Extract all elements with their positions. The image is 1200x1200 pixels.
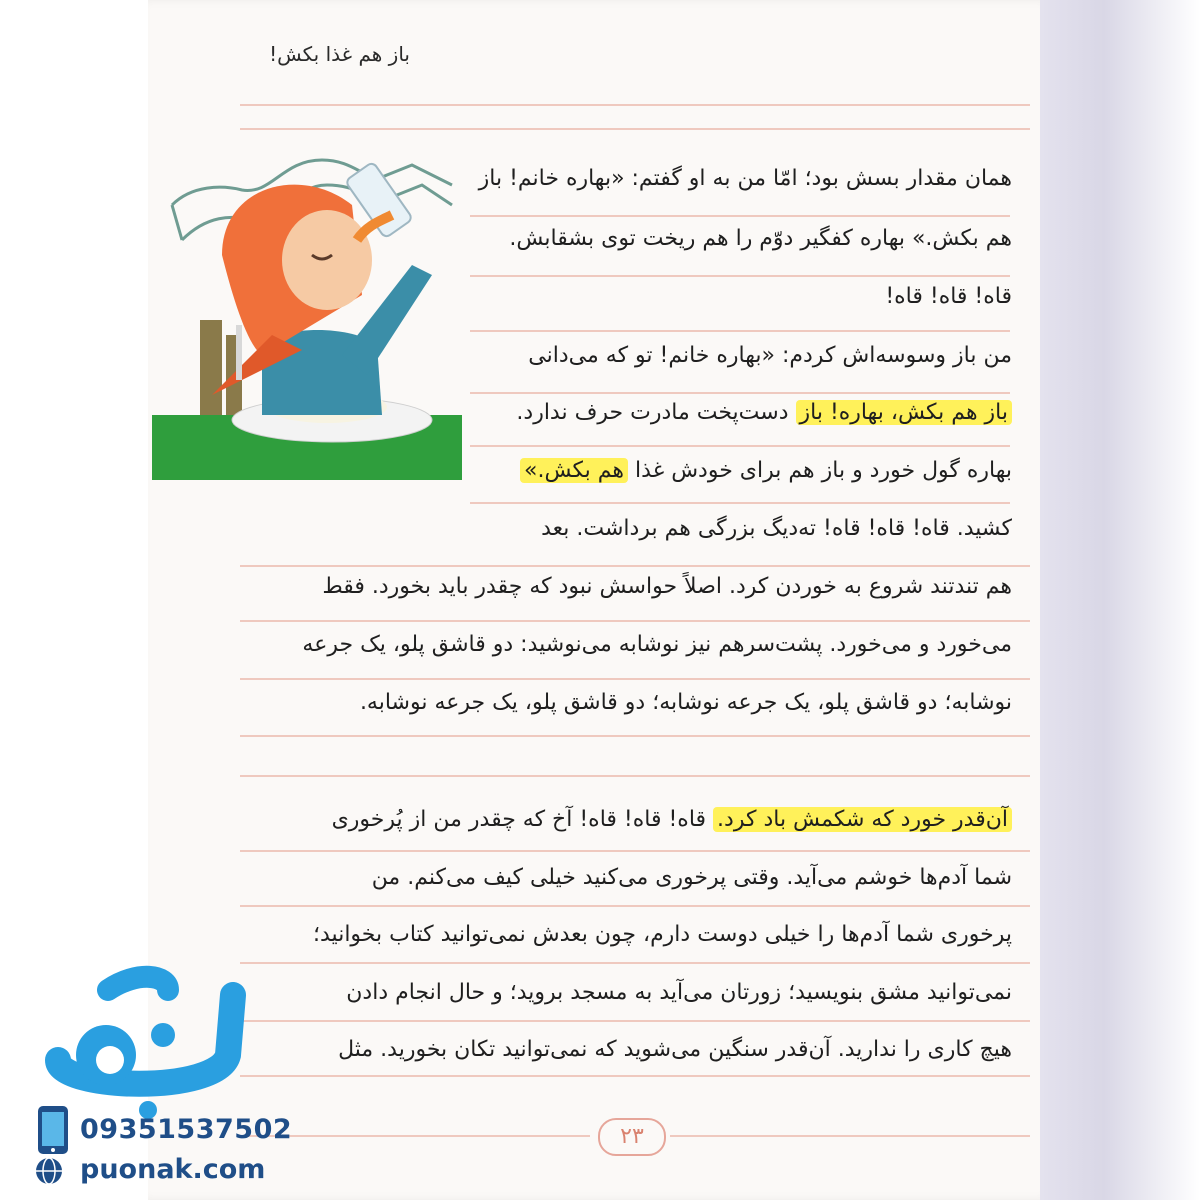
ruled-line — [470, 215, 1010, 217]
ruled-line — [470, 502, 1010, 504]
text-line: می‌خورد و می‌خورد. پشت‌سرهم نیز نوشابه می‌نوشید: دو قاشق پلو، یک جرعه — [302, 632, 1012, 657]
ruled-line — [470, 330, 1010, 332]
ruled-line — [240, 905, 1030, 907]
text-line: هیچ کاری را ندارید. آن‌قدر سنگین می‌شوید که نمی‌توانید تکان بخورید. مثل — [338, 1037, 1012, 1062]
text-line: هم بکش.» بهاره کفگیر دوّم را هم ریخت توی بشقابش. — [509, 226, 1012, 251]
watermark-phone: 09351537502 — [80, 1114, 293, 1145]
ruled-line — [240, 775, 1030, 777]
text-line: همان مقدار بسش بود؛ امّا من به او گفتم: «بهاره خانم! باز — [478, 166, 1012, 191]
highlighted-text: هم بکش.» — [520, 458, 628, 483]
text-line: نوشابه؛ دو قاشق پلو، یک جرعه نوشابه؛ دو قاشق پلو، یک جرعه نوشابه. — [359, 690, 1012, 715]
text-line — [332, 807, 1012, 832]
text-fragment: دست‌پخت مادرت حرف ندارد. — [516, 400, 789, 425]
text-fragment: بهاره گول خورد و باز هم برای خودش غذا — [635, 458, 1012, 483]
text-line: نمی‌توانید مشق بنویسید؛ زورتان می‌آید به مسجد بروید؛ و حال انجام دادن — [346, 980, 1012, 1005]
page-number: ۲۳ — [598, 1118, 666, 1156]
text-line: من باز وسوسه‌اش کردم: «بهاره خانم! تو که می‌دانی — [528, 343, 1012, 368]
text-line: پرخوری شما آدم‌ها را خیلی دوست دارم، چون بعدش نمی‌توانید کتاب بخوانید؛ — [313, 922, 1012, 947]
ruled-line — [470, 392, 1010, 394]
girl-drinking-illustration — [152, 145, 470, 480]
ruled-line — [240, 850, 1030, 852]
ruled-line — [240, 735, 1030, 737]
globe-icon — [34, 1156, 64, 1186]
puonak-logo — [28, 960, 258, 1120]
ruled-line — [240, 1020, 1030, 1022]
watermark-site: puonak.com — [80, 1154, 266, 1185]
footer-rule — [240, 1135, 590, 1137]
ruled-line — [240, 962, 1030, 964]
text-line: شما آدم‌ها خوشم می‌آید. وقتی پرخوری می‌کنید خیلی کیف می‌کنم. من — [371, 865, 1012, 890]
text-line — [520, 458, 1012, 483]
text-line: هم تندتند شروع به خوردن کرد. اصلاً حواسش نبود که چقدر باید بخورد. فقط — [322, 574, 1012, 599]
ruled-line — [240, 1075, 1030, 1077]
header-rule — [240, 104, 1030, 106]
text-line: کشید. قاه! قاه! قاه! ته‌دیگ بزرگی هم برداشت. بعد — [541, 516, 1012, 541]
ruled-line — [240, 678, 1030, 680]
highlighted-text: باز هم بکش، بهاره! باز — [796, 400, 1012, 425]
ruled-line — [470, 445, 1010, 447]
page-shadow-edge — [1040, 0, 1200, 1200]
running-head: باز هم غذا بکش! — [269, 42, 410, 66]
ruled-line — [240, 565, 1030, 567]
header-rule — [240, 128, 1030, 130]
phone-icon — [34, 1104, 74, 1156]
ruled-line — [240, 620, 1030, 622]
footer-rule — [670, 1135, 1030, 1137]
ruled-line — [470, 275, 1010, 277]
highlighted-text: آن‌قدر خورد که شکمش باد کرد. — [713, 807, 1012, 832]
text-fragment: قاه! قاه! قاه! آخ که چقدر من از پُرخوری — [331, 807, 707, 832]
text-line — [516, 400, 1012, 425]
text-line: قاه! قاه! قاه! — [885, 284, 1012, 309]
